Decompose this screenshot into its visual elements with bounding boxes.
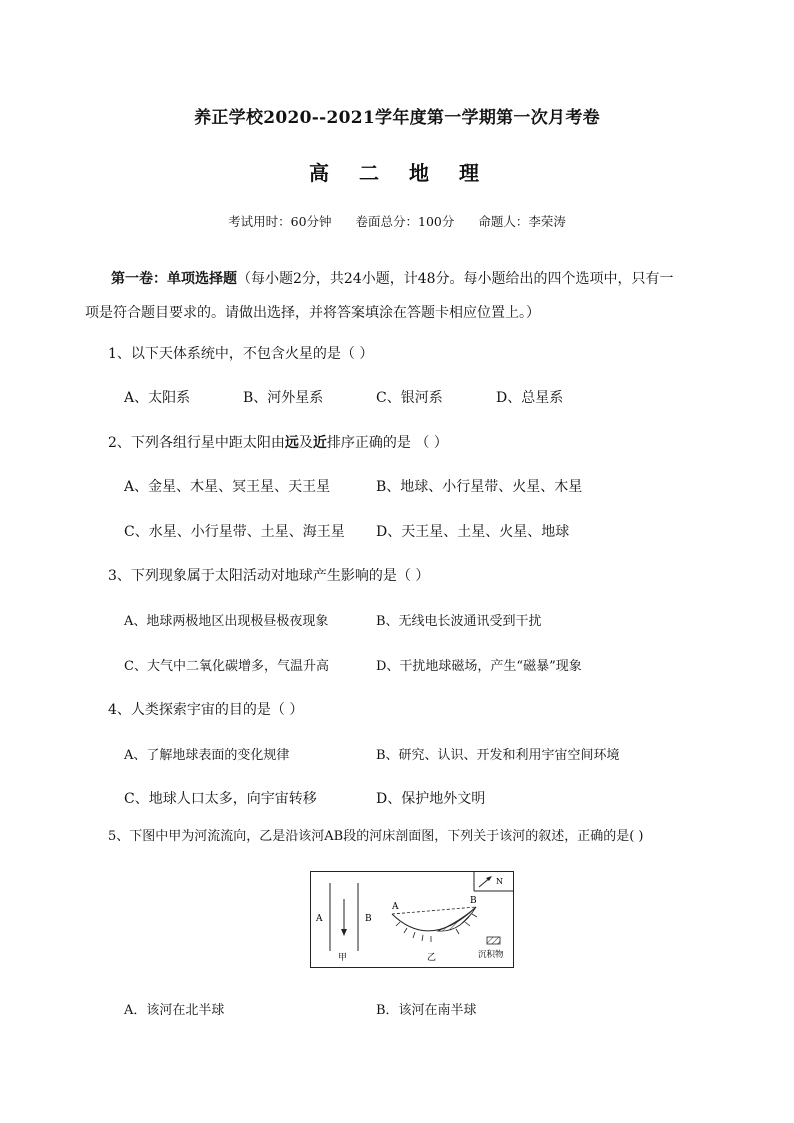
question-1-option-d[interactable]: D、总星系: [496, 390, 564, 406]
exam-info: [0, 212, 794, 230]
section-header: [85, 262, 707, 330]
question-2-stem-mid: 及: [298, 435, 313, 451]
legend-swatch: [487, 937, 500, 944]
question-2-stem: [108, 432, 448, 452]
question-2-stem-pre: 2、下列各组行星中距太阳由: [108, 435, 285, 451]
question-4-stem: 4、人类探索宇宙的目的是（ ）: [108, 702, 304, 718]
question-1-option-a[interactable]: A、太阳系: [124, 390, 191, 406]
label-north: N: [496, 877, 503, 886]
subject-char: 二: [359, 161, 385, 185]
subject-char: 理: [459, 161, 485, 185]
sediment-area: [438, 907, 476, 931]
question-1-stem: 1、以下天体系统中，不包含火星的是（ ）: [108, 346, 374, 362]
label-b-left: B: [365, 914, 372, 924]
question-2-option-c[interactable]: C、水星、小行星带、土星、海王星: [124, 524, 345, 540]
exam-author: 命题人：李荣涛: [478, 214, 566, 229]
exam-duration: 考试用时：60分钟: [228, 214, 332, 229]
flow-arrow-head: [341, 929, 347, 936]
section-title: 第一卷：单项选择题: [111, 271, 237, 287]
question-5-stem: 5、下图中甲为河流流向，乙是沿该河AB段的河床剖面图，下列关于该河的叙述，正确的是( ): [108, 829, 644, 844]
question-1-option-b[interactable]: B、河外星系: [243, 390, 324, 406]
label-a-left: A: [316, 914, 323, 924]
label-b-right: B: [470, 896, 477, 906]
question-4-option-b[interactable]: B、研究、认识、开发和利用宇宙空间环境: [376, 748, 620, 763]
subject-heading: [0, 157, 794, 186]
subject-char: 地: [409, 161, 435, 185]
label-a-right: A: [392, 902, 399, 912]
question-2-stem-emphasis-far: 远: [284, 435, 299, 451]
question-4-option-d[interactable]: D、保护地外文明: [376, 791, 486, 807]
question-2-stem-post: 排序正确的是 （ ）: [326, 435, 448, 451]
water-surface: [392, 907, 476, 914]
subject-char: 高: [309, 161, 335, 185]
question-3-option-a[interactable]: A、地球两极地区出现极昼极夜现象: [124, 614, 329, 629]
question-3-option-d[interactable]: D、干扰地球磁场，产生“磁暴”现象: [376, 659, 582, 674]
question-3-option-b[interactable]: B、无线电长波通讯受到干扰: [376, 614, 542, 629]
question-5-option-a[interactable]: A．该河在北半球: [124, 1003, 225, 1018]
question-2-option-d[interactable]: D、天王星、土星、火星、地球: [376, 524, 570, 540]
legend-label: 沉积物: [478, 950, 504, 960]
question-2-stem-emphasis-near: 近: [312, 435, 327, 451]
river-diagram-svg: [310, 871, 514, 968]
label-yi: 乙: [427, 953, 437, 963]
question-2-option-a[interactable]: A、金星、木星、冥王星、天王星: [124, 479, 331, 495]
question-3-option-c[interactable]: C、大气中二氧化碳增多，气温升高: [124, 659, 329, 674]
question-4-option-c[interactable]: C、地球人口太多，向宇宙转移: [124, 791, 317, 807]
river-diagram: [310, 871, 514, 968]
question-3-stem: 3、下列现象属于太阳活动对地球产生影响的是（ ）: [108, 568, 430, 584]
exam-total-score: 卷面总分：100分: [355, 214, 455, 229]
section-instructions-2: 项是符合题目要求的。请做出选择，并将答案填涂在答题卡相应位置上。）: [85, 305, 540, 321]
exam-title: 养正学校2020--2021学年度第一学期第一次月考卷: [194, 108, 600, 128]
question-2-option-b[interactable]: B、地球、小行星带、火星、木星: [376, 479, 583, 495]
section-instructions-1: （每小题2分，共24小题，计48分。每小题给出的四个选项中，只有一: [237, 271, 674, 287]
question-5-option-b[interactable]: B．该河在南半球: [376, 1003, 477, 1018]
label-jia: 甲: [338, 953, 348, 963]
question-1-option-c[interactable]: C、银河系: [376, 390, 443, 406]
question-4-option-a[interactable]: A、了解地球表面的变化规律: [124, 748, 290, 763]
